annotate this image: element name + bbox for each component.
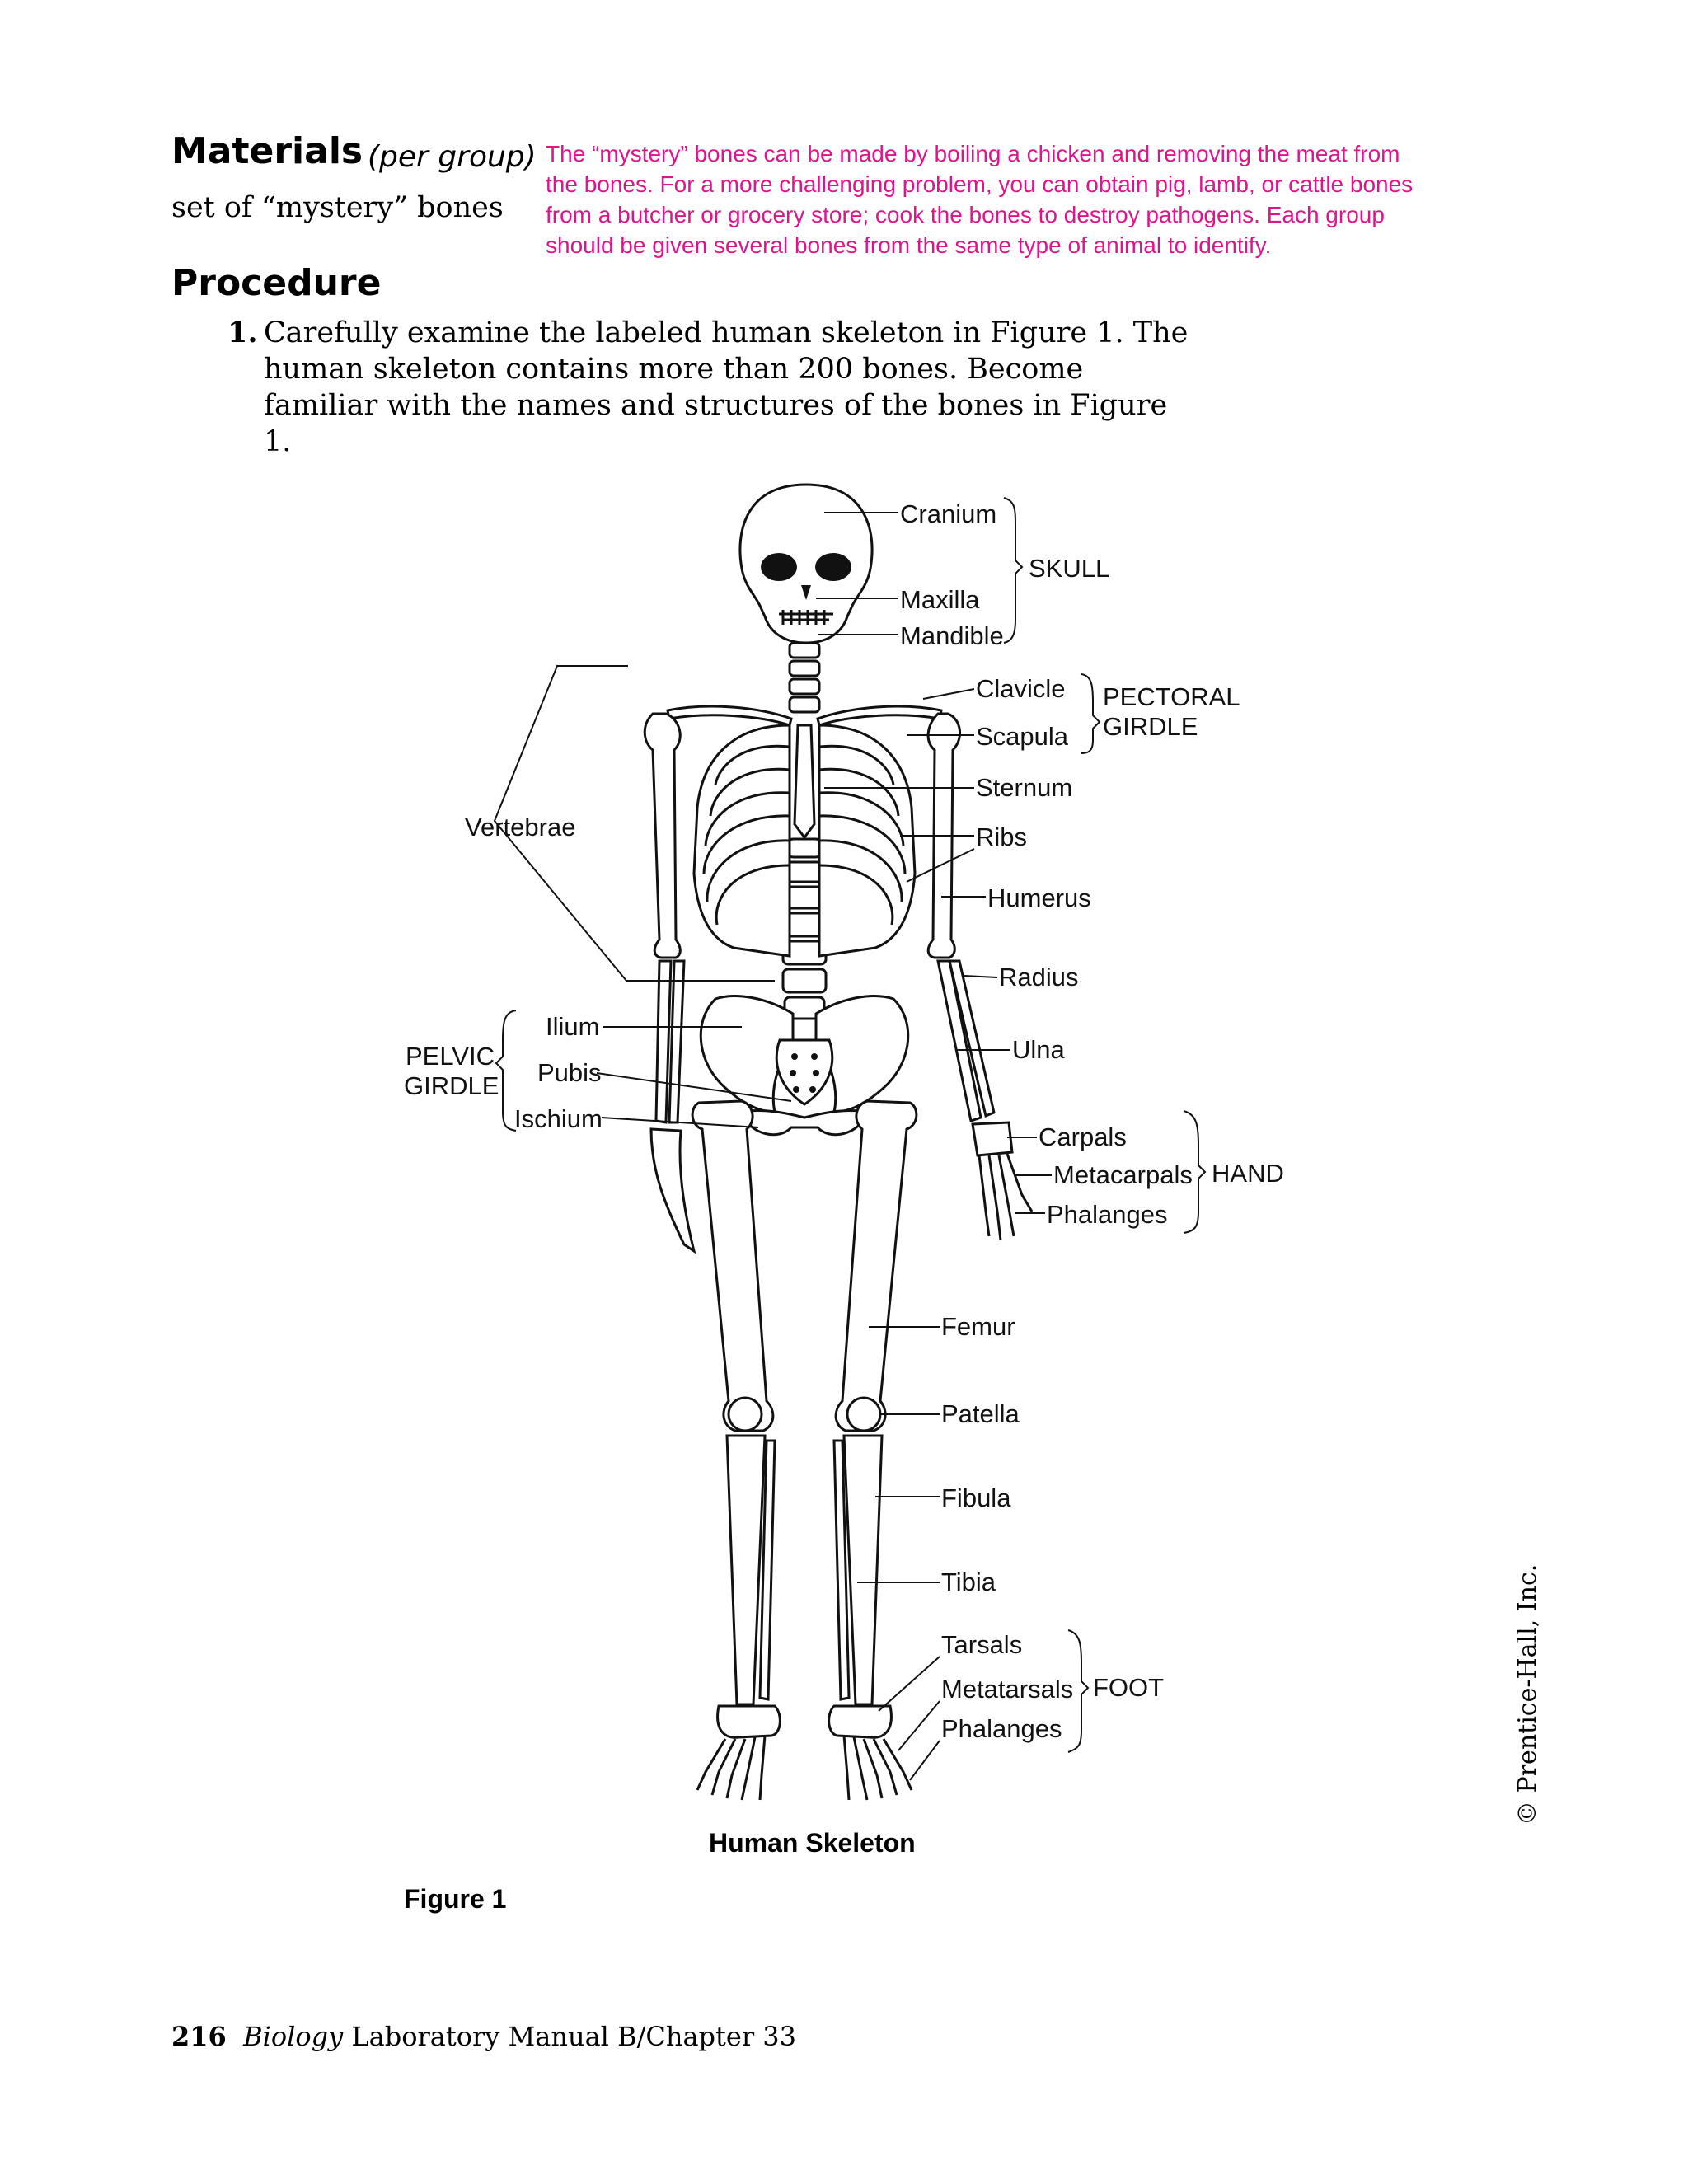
label-pectoral-girdle: GIRDLE <box>1103 712 1198 741</box>
skeleton-drawing <box>645 485 1032 1800</box>
label-pectoral: PECTORAL <box>1103 682 1240 711</box>
label-ribs: Ribs <box>976 823 1028 851</box>
left-arm-drawing <box>645 714 694 1251</box>
materials-item: set of “mystery” bones <box>171 191 504 224</box>
label-pelvic-girdle: GIRDLE <box>404 1071 499 1100</box>
label-fibula: Fibula <box>941 1483 1011 1512</box>
figure-number: Figure 1 <box>404 1884 507 1914</box>
label-hand: HAND <box>1212 1159 1284 1188</box>
label-ilium: Ilium <box>546 1012 600 1041</box>
materials-subheading: (per group) <box>368 140 537 174</box>
label-radius: Radius <box>999 963 1079 991</box>
label-mandible: Mandible <box>900 621 1004 650</box>
label-ulna: Ulna <box>1012 1035 1065 1064</box>
label-skull: SKULL <box>1029 554 1110 583</box>
label-vertebrae: Vertebrae <box>465 813 576 841</box>
label-clavicle: Clavicle <box>976 674 1066 703</box>
step-text: Carefully examine the labeled human skeleton in Figure 1. The human skeleton contains more than 200 bones. Become familiar with the names and structures of the bones in Figure 1. <box>264 316 1189 458</box>
copyright-notice: © Prentice-Hall, Inc. <box>1513 1563 1542 1825</box>
label-scapula: Scapula <box>976 722 1069 751</box>
teacher-note: The “mystery” bones can be made by boiling a chicken and removing the meat from the bones. For a more challenging problem, you can obtain pig, lamb, or cattle bones from a butcher or grocery store; cook the bones to destroy pathogens. Each group should be given several bones from the same type of animal to identify. <box>546 141 1414 258</box>
page-number: 216 <box>171 2021 227 2052</box>
book-title: Biology <box>243 2021 344 2052</box>
label-femur: Femur <box>941 1312 1015 1341</box>
label-pubis: Pubis <box>537 1058 602 1087</box>
label-tibia: Tibia <box>941 1568 996 1596</box>
label-metacarpals: Metacarpals <box>1053 1160 1193 1189</box>
label-cranium: Cranium <box>900 499 997 528</box>
label-tarsals: Tarsals <box>941 1630 1023 1659</box>
procedure-heading: Procedure <box>171 262 382 304</box>
label-phalanges-hand: Phalanges <box>1047 1200 1168 1229</box>
label-phalanges-foot: Phalanges <box>941 1714 1062 1743</box>
label-patella: Patella <box>941 1399 1020 1428</box>
label-pelvic: PELVIC <box>406 1042 495 1071</box>
figure-caption: Human Skeleton <box>709 1828 916 1858</box>
step-number: 1. <box>227 316 258 349</box>
footer-chapter: Laboratory Manual B/Chapter 33 <box>351 2021 796 2052</box>
label-sternum: Sternum <box>976 773 1073 802</box>
skull-drawing <box>740 485 872 643</box>
label-foot: FOOT <box>1093 1673 1165 1702</box>
legs-drawing <box>692 1101 917 1800</box>
page-footer <box>171 2021 796 2052</box>
materials-heading: Materials <box>171 130 363 172</box>
label-carpals: Carpals <box>1039 1122 1127 1151</box>
label-maxilla: Maxilla <box>900 585 980 614</box>
label-humerus: Humerus <box>987 883 1091 912</box>
label-ischium: Ischium <box>514 1104 603 1133</box>
label-metatarsals: Metatarsals <box>941 1675 1074 1704</box>
